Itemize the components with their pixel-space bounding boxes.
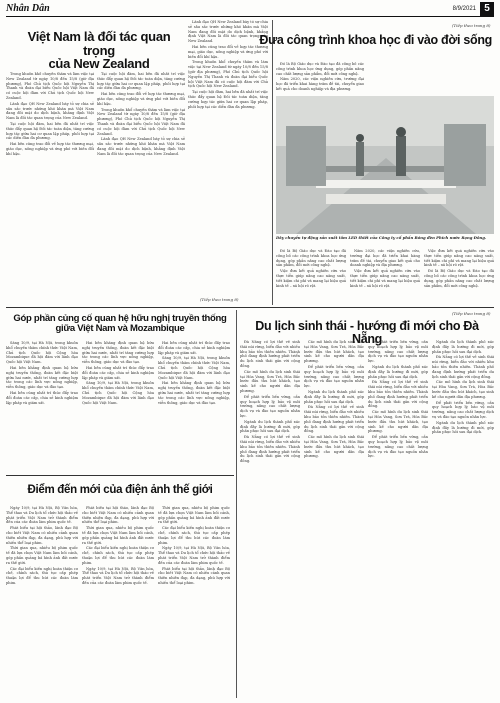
article3-body-col3 <box>158 341 230 473</box>
article1-paragraph: Hai bên cũng trao đổi về hợp tác thương mại, giáo dục, nông nghiệp và ứng phó với biến đổi khí hậu. <box>97 92 185 106</box>
column-divider <box>272 20 273 305</box>
article3-paragraph: Hai bên cũng nhất trí thúc đẩy trao đổi đoàn các cấp, chia sẻ kinh nghiệm lập pháp và giám sát. <box>6 390 78 405</box>
article4-paragraph: Để phát triển bền vững, cần quy hoạch hợp lý, bảo vệ môi trường, nâng cao chất lượng dịch vụ và đào tạo nguồn nhân lực. <box>368 435 428 459</box>
factory-production-line-photo <box>276 96 494 234</box>
article5-paragraph: Thời gian qua, nhiều bộ phim quốc tế đã lựa chọn Việt Nam làm bối cảnh, góp phần quảng bá hình ảnh đất nước ra thế giới. <box>6 546 78 565</box>
article2-paragraph: Đó là Bộ Giáo dục và Đào tạo đã công bố các công trình khoa học ứng dụng, góp phần nâng cao chất lượng sản phẩm, đổi mới công nghệ. <box>276 62 364 76</box>
article3-headline-line2: giữa Việt Nam và Mozambique <box>55 322 185 334</box>
article3-paragraph: Hai bên khẳng định quan hệ hữu nghị truyền thống, đoàn kết đặc biệt giữa hai nước, nhất trí tăng cường hợp tác trong các lĩnh vực nông nghiệp, viễn thông, giáo dục và đào tạo. <box>6 365 78 390</box>
article3-body-col2 <box>82 341 154 473</box>
article3-body <box>6 341 78 473</box>
article5-paragraph: Ngày 10/9, tại Hà Nội, Bộ Văn hóa, Thể thao và Du lịch tổ chức hội thảo về phát triển Việt Nam trở thành điểm đến của các đoàn làm phim quốc tế. <box>82 566 154 585</box>
article1-paragraph: Lãnh đạo QH New Zealand bày tỏ sự chia sẻ sâu sắc trước những khó khăn mà Việt Nam đang đối mặt do dịch bệnh, khẳng định Việt Nam là đối tác quan trọng của New Zealand. <box>6 101 94 121</box>
article2-paragraph: Đó là Bộ Giáo dục và Đào tạo đã công bố các công trình khoa học ứng dụng, góp phần nâng cao chất lượng sản phẩm, đổi mới công nghệ. <box>276 249 346 268</box>
article2-body-top <box>276 62 364 92</box>
article5-paragraph: Các đại biểu kiến nghị hoàn thiện cơ chế, chính sách, thủ tục cấp phép thuận lợi để thu hút các đoàn làm phim. <box>82 546 154 565</box>
article4-paragraph: Để phát triển bền vững, cần quy hoạch hợp lý, bảo vệ môi trường, nâng cao chất lượng dịch vụ và đào tạo nguồn nhân lực. <box>240 394 300 418</box>
article4-paragraph: Để phát triển bền vững, cần quy hoạch hợp lý, bảo vệ môi trường, nâng cao chất lượng dịch vụ và đào tạo nguồn nhân lực. <box>432 400 494 419</box>
article1-paragraph: Hai bên cũng trao đổi về hợp tác thương mại, giáo dục, nông nghiệp và ứng phó với biến đổi khí hậu. <box>188 44 268 59</box>
article3-paragraph: Hai bên cũng nhất trí thúc đẩy trao đổi đoàn các cấp, chia sẻ kinh nghiệm lập pháp và giám sát. <box>82 365 154 380</box>
page-number: 5 <box>480 2 494 16</box>
article4-paragraph: Đà Nẵng có lợi thế về sinh thái núi rừng, biển đảo với nhiều khu bảo tồn thiên nhiên. Thành phố đang định hướng phát triển du lịch sinh thái gắn với cộng đồng. <box>240 435 300 464</box>
section-divider <box>6 307 494 308</box>
newspaper-brand: Nhân Dân <box>6 3 50 14</box>
article2-headline: Đưa công trình khoa học đi vào đời sống <box>259 33 492 47</box>
article1-body <box>6 72 94 304</box>
article1-paragraph: Trong khuôn khổ chuyến thăm và làm việc tại New Zealand từ ngày 10/8 đến 15/8 (giờ địa phương), Phó Chủ tịch Quốc hội Nguyễn Thị Thanh và đoàn đại biểu Quốc hội Việt Nam đã có cuộc hội đàm với Chủ tịch Quốc hội New Zealand. <box>188 60 268 89</box>
article1-paragraph: Tại cuộc hội đàm, hai bên đã nhất trí việc thúc đẩy quan hệ Đối tác toàn diện, tăng cường hợp tác giữa hai cơ quan lập pháp, phối hợp tại các diễn đàn đa phương. <box>6 121 94 141</box>
article4-paragraph: Các mô hình du lịch sinh thái tại Hòa Vang, Sơn Trà, Hòa Bắc bước đầu thu hút khách, tạo sinh kế cho người dân địa phương. <box>304 340 364 364</box>
article1-headline-line2: của New Zealand <box>48 56 150 72</box>
article4-body-col2 <box>304 340 364 698</box>
article4-paragraph: Ngành du lịch thành phố xác định đây là hướng đi mới, góp phần phục hồi sau đại dịch. <box>368 364 428 379</box>
article1-continuation-tag: (Tiếp theo trang 8) <box>200 297 239 302</box>
article2-continuation-tag: (Tiếp theo trang 8) <box>452 23 491 28</box>
article1-body-col2 <box>97 72 185 304</box>
article2-body <box>276 249 346 304</box>
article4-body <box>240 340 300 698</box>
article3-headline-line1: Góp phần củng cố quan hệ hữu nghị truyền thống <box>13 313 227 324</box>
article5-paragraph: Phát biểu tại hội thảo, lãnh đạo Bộ cho biết Việt Nam có nhiều cảnh quan thiên nhiên đẹp, đa dạng, phù hợp với nhiều thể loại phim. <box>6 526 78 545</box>
article4-body-col3 <box>368 340 428 698</box>
article1-body-col3 <box>188 20 268 304</box>
article2-paragraph: Năm 2020, các viện nghiên cứu, trường đại học đã triển khai hàng trăm đề tài, chuyển giao kết quả cho doanh nghiệp và địa phương. <box>276 77 364 91</box>
article5-paragraph: Thời gian qua, nhiều bộ phim quốc tế đã lựa chọn Việt Nam làm bối cảnh, góp phần quảng bá hình ảnh đất nước ra thế giới. <box>158 506 230 525</box>
article1-paragraph: Tại cuộc hội đàm, hai bên đã nhất trí việc thúc đẩy quan hệ Đối tác toàn diện, tăng cường hợp tác giữa hai cơ quan lập pháp, phối hợp tại các diễn đàn đa phương. <box>97 72 185 91</box>
article4-paragraph: Các mô hình du lịch sinh thái tại Hòa Vang, Sơn Trà, Hòa Bắc bước đầu thu hút khách, tạo sinh kế cho người dân địa phương. <box>368 410 428 434</box>
photo-caption: Dây chuyền tự động sản xuất tấm LED thiết của Công ty cổ phần Bóng đèn Phích nước Rạng Đông. <box>276 235 487 240</box>
article4-continuation-tag: (Tiếp theo trang 8) <box>452 311 491 316</box>
article4-paragraph: Đà Nẵng có lợi thế về sinh thái núi rừng, biển đảo với nhiều khu bảo tồn thiên nhiên. Thành phố đang định hướng phát triển du lịch sinh thái gắn với cộng đồng. <box>304 405 364 434</box>
article4-paragraph: Các mô hình du lịch sinh thái tại Hòa Vang, Sơn Trà, Hòa Bắc bước đầu thu hút khách, tạo sinh kế cho người dân địa phương. <box>240 369 300 393</box>
article3-paragraph: Sáng 10/9, tại Hà Nội, trong khuôn khổ chuyến thăm chính thức Việt Nam, Chủ tịch Quốc hội Cộng hòa Mozambique đã hội đàm với lãnh đạo Quốc hội Việt Nam. <box>158 356 230 380</box>
article5-paragraph: Phát biểu tại hội thảo, lãnh đạo Bộ cho biết Việt Nam có nhiều cảnh quan thiên nhiên đẹp, đa dạng, phù hợp với nhiều thể loại phim. <box>158 566 230 585</box>
article4-paragraph: Các mô hình du lịch sinh thái tại Hòa Vang, Sơn Trà, Hòa Bắc bước đầu thu hút khách, tạo sinh kế cho người dân địa phương. <box>432 380 494 399</box>
article4-headline: Du lịch sinh thái - hướng đi mới cho Đà Nẵng <box>255 319 479 347</box>
article4-paragraph: Đà Nẵng có lợi thế về sinh thái núi rừng, biển đảo với nhiều khu bảo tồn thiên nhiên. Thành phố đang định hướng phát triển du lịch sinh thái gắn với cộng đồng. <box>432 355 494 379</box>
article2-paragraph: Việc đưa kết quả nghiên cứu vào thực tiễn giúp nâng cao năng suất, tiết kiệm chi phí và mang lại hiệu quả kinh tế – xã hội rõ rệt. <box>276 269 346 288</box>
article5-paragraph: Ngày 10/9, tại Hà Nội, Bộ Văn hóa, Thể thao và Du lịch tổ chức hội thảo về phát triển Việt Nam trở thành điểm đến của các đoàn làm phim quốc tế. <box>158 546 230 565</box>
article1-paragraph: Hai bên cũng trao đổi về hợp tác thương mại, giáo dục, nông nghiệp và ứng phó với biến đổi khí hậu. <box>6 142 94 156</box>
article5-body-col3 <box>158 506 230 698</box>
article3-paragraph: Sáng 10/9, tại Hà Nội, trong khuôn khổ chuyến thăm chính thức Việt Nam, Chủ tịch Quốc hội Cộng hòa Mozambique đã hội đàm với lãnh đạo Quốc hội Việt Nam. <box>6 341 78 365</box>
article4-paragraph: Đà Nẵng có lợi thế về sinh thái núi rừng, biển đảo với nhiều khu bảo tồn thiên nhiên. Thành phố đang định hướng phát triển du lịch sinh thái gắn với cộng đồng. <box>240 340 300 368</box>
article4-paragraph: Để phát triển bền vững, cần quy hoạch hợp lý, bảo vệ môi trường, nâng cao chất lượng dịch vụ và đào tạo nguồn nhân lực. <box>304 364 364 389</box>
article3-paragraph: Hai bên cũng nhất trí thúc đẩy trao đổi đoàn các cấp, chia sẻ kinh nghiệm lập pháp và giám sát. <box>158 341 230 355</box>
article4-paragraph: Ngành du lịch thành phố xác định đây là hướng đi mới, góp phần phục hồi sau đại dịch. <box>432 340 494 354</box>
article5-headline: Điểm đến mới của điện ảnh thế giới <box>27 484 213 496</box>
article5-body <box>6 506 78 698</box>
production-line-illustration <box>276 96 494 234</box>
article5-paragraph: Thời gian qua, nhiều bộ phim quốc tế đã lựa chọn Việt Nam làm bối cảnh, góp phần quảng bá hình ảnh đất nước ra thế giới. <box>82 526 154 545</box>
article5-body-col2 <box>82 506 154 698</box>
article4-paragraph: Các mô hình du lịch sinh thái tại Hòa Vang, Sơn Trà, Hòa Bắc bước đầu thu hút khách, tạo sinh kế cho người dân địa phương. <box>304 435 364 459</box>
article1-headline <box>24 30 174 71</box>
article1-paragraph: Trong khuôn khổ chuyến thăm và làm việc tại New Zealand từ ngày 10/8 đến 15/8 (giờ địa phương), Phó Chủ tịch Quốc hội Nguyễn Thị Thanh và đoàn đại biểu Quốc hội Việt Nam đã có cuộc hội đàm với Chủ tịch Quốc hội New Zealand. <box>97 107 185 136</box>
article5-paragraph: Ngày 10/9, tại Hà Nội, Bộ Văn hóa, Thể thao và Du lịch tổ chức hội thảo về phát triển Việt Nam trở thành điểm đến của các đoàn làm phim quốc tế. <box>6 506 78 525</box>
article3-paragraph: Sáng 10/9, tại Hà Nội, trong khuôn khổ chuyến thăm chính thức Việt Nam, Chủ tịch Quốc hội Cộng hòa Mozambique đã hội đàm với lãnh đạo Quốc hội Việt Nam. <box>82 381 154 405</box>
issue-date: 8/9/2021 <box>452 6 476 12</box>
article2-paragraph: Năm 2020, các viện nghiên cứu, trường đại học đã triển khai hàng trăm đề tài, chuyển giao kết quả cho doanh nghiệp và địa phương. <box>350 249 420 268</box>
article5-paragraph: Các đại biểu kiến nghị hoàn thiện cơ chế, chính sách, thủ tục cấp phép thuận lợi để thu hút các đoàn làm phim. <box>158 526 230 545</box>
article2-body-col2 <box>350 249 420 304</box>
article3-paragraph: Hai bên khẳng định quan hệ hữu nghị truyền thống, đoàn kết đặc biệt giữa hai nước, nhất trí tăng cường hợp tác trong các lĩnh vực nông nghiệp, viễn thông, giáo dục và đào tạo. <box>82 341 154 365</box>
article1-headline-line1: Việt Nam là đối tác quan trọng <box>27 29 171 58</box>
article5-paragraph: Phát biểu tại hội thảo, lãnh đạo Bộ cho biết Việt Nam có nhiều cảnh quan thiên nhiên đẹp, đa dạng, phù hợp với nhiều thể loại phim. <box>82 506 154 525</box>
section-divider <box>6 475 234 476</box>
article1-paragraph: Tại cuộc hội đàm, hai bên đã nhất trí việc thúc đẩy quan hệ Đối tác toàn diện, tăng cường hợp tác giữa hai cơ quan lập pháp, phối hợp tại các diễn đàn đa phương. <box>188 90 268 109</box>
article3-paragraph: Hai bên khẳng định quan hệ hữu nghị truyền thống, đoàn kết đặc biệt giữa hai nước, nhất trí tăng cường hợp tác trong các lĩnh vực nông nghiệp, viễn thông, giáo dục và đào tạo. <box>158 381 230 405</box>
article2-paragraph: Việc đưa kết quả nghiên cứu vào thực tiễn giúp nâng cao năng suất, tiết kiệm chi phí và mang lại hiệu quả kinh tế – xã hội rõ rệt. <box>350 269 420 288</box>
article4-paragraph: Ngành du lịch thành phố xác định đây là hướng đi mới, góp phần phục hồi sau đại dịch. <box>432 420 494 435</box>
article1-paragraph: Lãnh đạo QH New Zealand bày tỏ sự chia sẻ sâu sắc trước những khó khăn mà Việt Nam đang đối mặt do dịch bệnh, khẳng định Việt Nam là đối tác quan trọng của New Zealand. <box>97 137 185 156</box>
article2-body-col3 <box>424 249 494 304</box>
article4-paragraph: Ngành du lịch thành phố xác định đây là hướng đi mới, góp phần phục hồi sau đại dịch. <box>240 419 300 434</box>
article4-body-col4 <box>432 340 494 698</box>
article1-paragraph: Trong khuôn khổ chuyến thăm và làm việc tại New Zealand từ ngày 10/8 đến 15/8 (giờ địa phương), Phó Chủ tịch Quốc hội Nguyễn Thị Thanh và đoàn đại biểu Quốc hội Việt Nam đã có cuộc hội đàm với Chủ tịch Quốc hội New Zealand. <box>6 72 94 100</box>
column-divider <box>236 310 237 698</box>
article4-paragraph: Ngành du lịch thành phố xác định đây là hướng đi mới, góp phần phục hồi sau đại dịch. <box>304 389 364 404</box>
masthead <box>6 3 494 17</box>
article1-paragraph: Lãnh đạo QH New Zealand bày tỏ sự chia sẻ sâu sắc trước những khó khăn mà Việt Nam đang đối mặt do dịch bệnh, khẳng định Việt Nam là đối tác quan trọng của New Zealand. <box>188 20 268 44</box>
article4-paragraph: Đà Nẵng có lợi thế về sinh thái núi rừng, biển đảo với nhiều khu bảo tồn thiên nhiên. Thành phố đang định hướng phát triển du lịch sinh thái gắn với cộng đồng. <box>368 380 428 409</box>
article5-paragraph: Các đại biểu kiến nghị hoàn thiện cơ chế, chính sách, thủ tục cấp phép thuận lợi để thu hút các đoàn làm phim. <box>6 566 78 585</box>
article2-paragraph: Việc đưa kết quả nghiên cứu vào thực tiễn giúp nâng cao năng suất, tiết kiệm chi phí và mang lại hiệu quả kinh tế – xã hội rõ rệt. <box>424 249 494 268</box>
article4-paragraph: Để phát triển bền vững, cần quy hoạch hợp lý, bảo vệ môi trường, nâng cao chất lượng dịch vụ và đào tạo nguồn nhân lực. <box>368 340 428 364</box>
article2-paragraph: Đó là Bộ Giáo dục và Đào tạo đã công bố các công trình khoa học ứng dụng, góp phần nâng cao chất lượng sản phẩm, đổi mới công nghệ. <box>424 269 494 288</box>
article3-headline <box>6 314 234 334</box>
